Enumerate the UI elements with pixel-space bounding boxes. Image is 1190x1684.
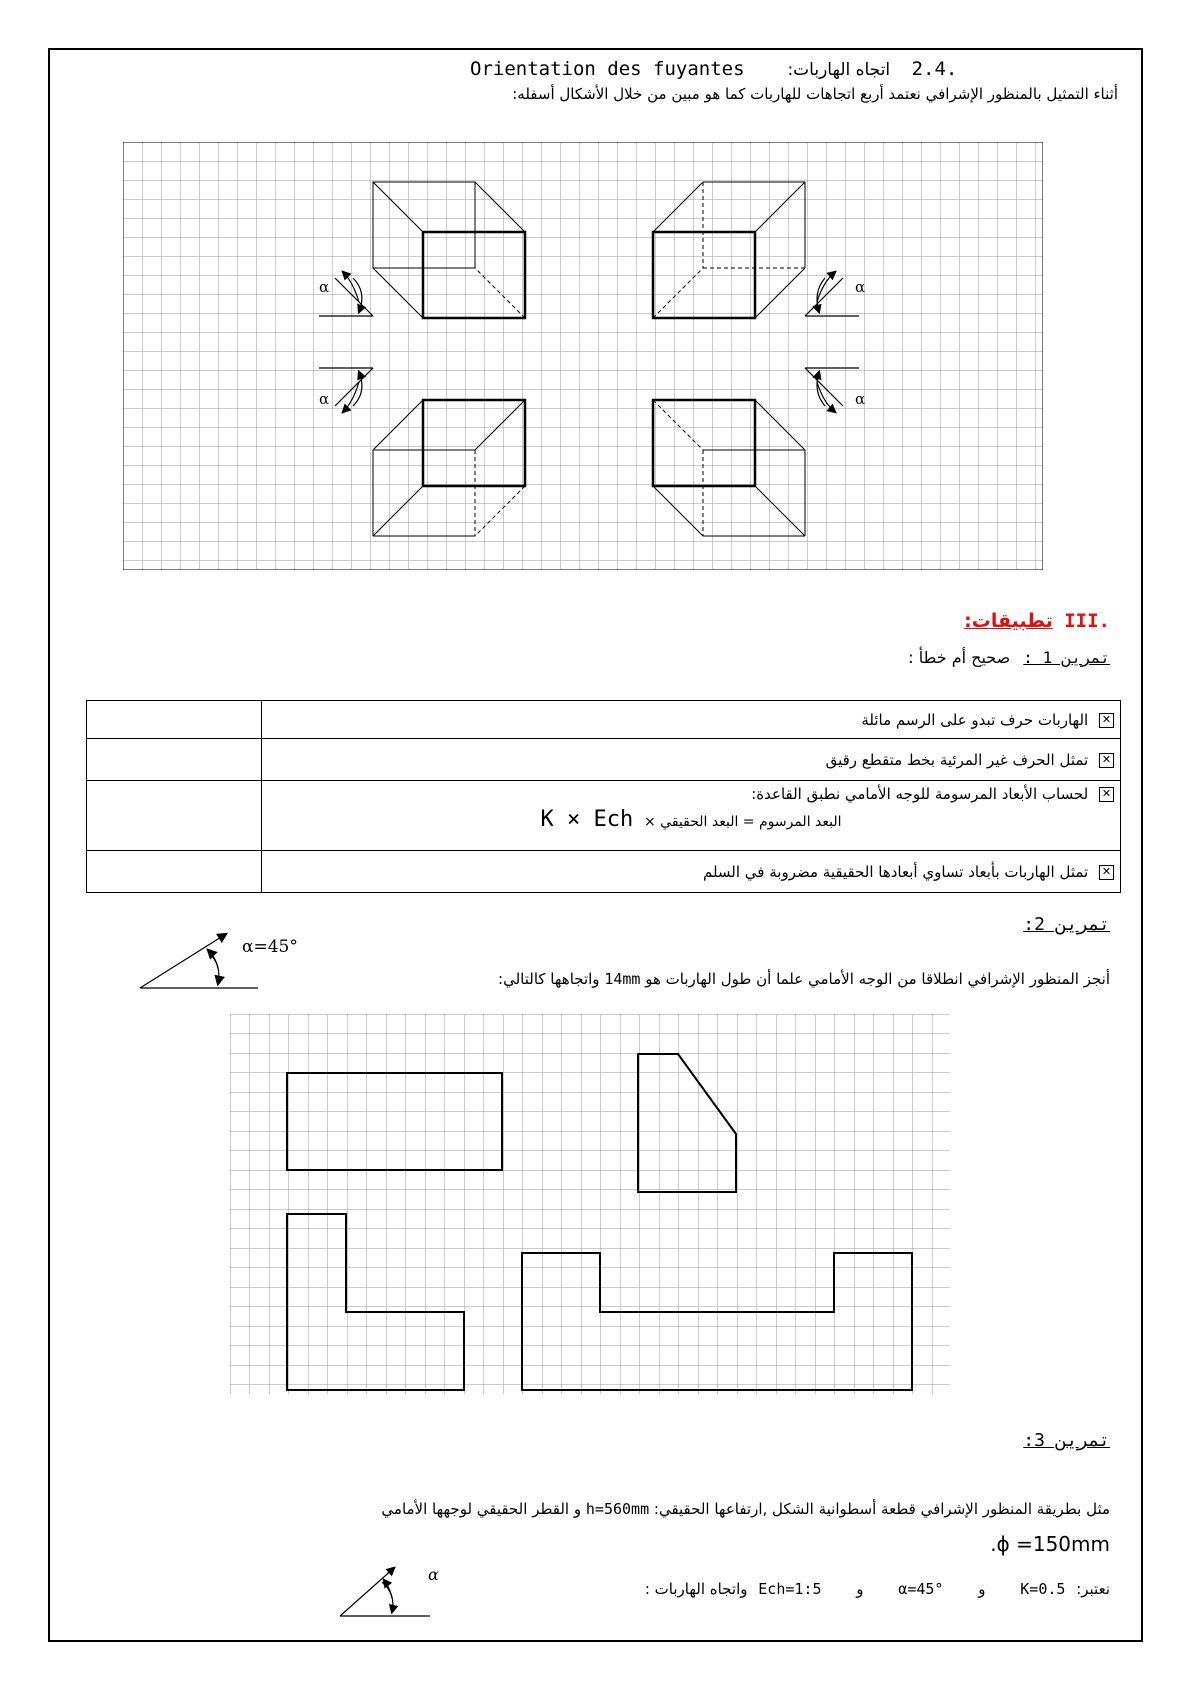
checkbox[interactable]: ✕ xyxy=(1099,787,1114,802)
exercise-3-text-before: مثل بطريقة المنظور الإشرافي قطعة أسطوانية الشكل ,ارتفاعها الحقيقي: xyxy=(653,1500,1110,1518)
exercise-2-length: 14mm xyxy=(604,970,641,988)
exercise-1-heading xyxy=(908,648,1110,667)
formula-latin: K × Ech xyxy=(540,807,634,832)
true-false-table xyxy=(86,700,1121,893)
exercise-2-grid-figure xyxy=(230,1014,950,1394)
statement-cell xyxy=(262,701,1121,739)
exercise-3-lead: نعتبر: xyxy=(1076,1580,1110,1598)
exercise-3-alpha: α=45° xyxy=(898,1580,944,1598)
exercise-3-line-3 xyxy=(645,1580,1110,1598)
exercise-3-line-1 xyxy=(381,1500,1110,1518)
exercise-2-alpha: α=45° xyxy=(242,937,298,957)
table-row xyxy=(87,781,1121,851)
exercise-3-and-2: و xyxy=(856,1580,864,1598)
statement-cell xyxy=(262,739,1121,781)
exercise-3-label: تمرين 3: xyxy=(1023,1430,1110,1451)
section-title xyxy=(470,58,1110,80)
exercise-3-height: h=560mm xyxy=(585,1500,650,1518)
exercise-2-text-before: أنجز المنظور الإشرافي انطلاقا من الوجه الأمامي علما أن طول الهاربات هو xyxy=(645,970,1110,988)
exercise-1-title: صحيح أم خطأ : xyxy=(908,648,1011,667)
section-intro: أثناء التمثيل بالمنظور الإشرافي نعتمد أربع اتجاهات للهاربات كما هو مبين من خلال الأشكال أسفله: xyxy=(512,85,1118,103)
answer-cell[interactable] xyxy=(87,739,262,781)
statement-cell xyxy=(262,851,1121,893)
exercise-3-angle-diagram xyxy=(338,1560,448,1620)
fuyantes-figure xyxy=(123,142,1043,570)
exercise-3-alpha-symbol: α xyxy=(428,1565,439,1584)
statement-text: الهاربات حرف تبدو على الرسم مائلة xyxy=(861,710,1089,729)
answer-cell[interactable] xyxy=(87,701,262,739)
section-title-fr: Orientation des fuyantes xyxy=(470,58,745,80)
exercise-1-label: تمرين 1 : xyxy=(1023,648,1110,667)
alpha-label-top-left: α xyxy=(319,278,330,296)
section-3-number: III. xyxy=(1064,610,1110,632)
statement-text: لحساب الأبعاد المرسومة للوجه الأمامي نطبق القاعدة: xyxy=(751,785,1089,803)
statement-text: تمثل الحرف غير المرئية بخط متقطع رقيق xyxy=(825,750,1089,769)
table-row xyxy=(87,701,1121,739)
exercise-2-label: تمرين 2: xyxy=(1023,914,1110,935)
checkbox[interactable]: ✕ xyxy=(1099,865,1114,880)
answer-cell[interactable] xyxy=(87,781,262,851)
alpha-label-top-right: α xyxy=(855,278,866,296)
statement-cell xyxy=(262,781,1121,851)
formula xyxy=(268,807,1114,832)
grid-background xyxy=(123,142,1043,570)
exercise-2-text xyxy=(498,970,1110,988)
exercise-3-diameter: .ϕ =150mm xyxy=(990,1532,1110,1556)
exercise-3-k: K=0.5 xyxy=(1020,1580,1066,1598)
table-row xyxy=(87,739,1121,781)
statement-text: تمثل الهاربات بأبعاد تساوي أبعادها الحقيقية مضروبة في السلم xyxy=(702,862,1089,881)
alpha-label-bottom-left: α xyxy=(319,390,330,408)
exercise-3-ech: Ech=1:5 xyxy=(758,1580,822,1598)
alpha-label-bottom-right: α xyxy=(855,390,866,408)
section-number: 2.4. xyxy=(911,58,958,80)
exercise-3-text-after: و القطر الحقيقي لوجهها الأمامي xyxy=(381,1500,582,1518)
table-row xyxy=(87,851,1121,893)
checkbox[interactable]: ✕ xyxy=(1099,713,1114,728)
checkbox[interactable]: ✕ xyxy=(1099,753,1114,768)
formula-ar: البعد المرسوم = البعد الحقيقي × xyxy=(643,814,842,830)
exercise-2-angle-diagram xyxy=(138,928,298,998)
answer-cell[interactable] xyxy=(87,851,262,893)
section-3-heading xyxy=(964,610,1110,632)
section-title-ar: اتجاه الهاربات: xyxy=(787,60,891,80)
exercise-3-and-1: و xyxy=(978,1580,986,1598)
section-3-title: تطبيقات: xyxy=(964,610,1053,632)
exercise-3-direction-text: واتجاه الهاربات : xyxy=(644,1580,748,1598)
exercise-2-text-after: واتجاهها كالتالي: xyxy=(498,970,600,988)
